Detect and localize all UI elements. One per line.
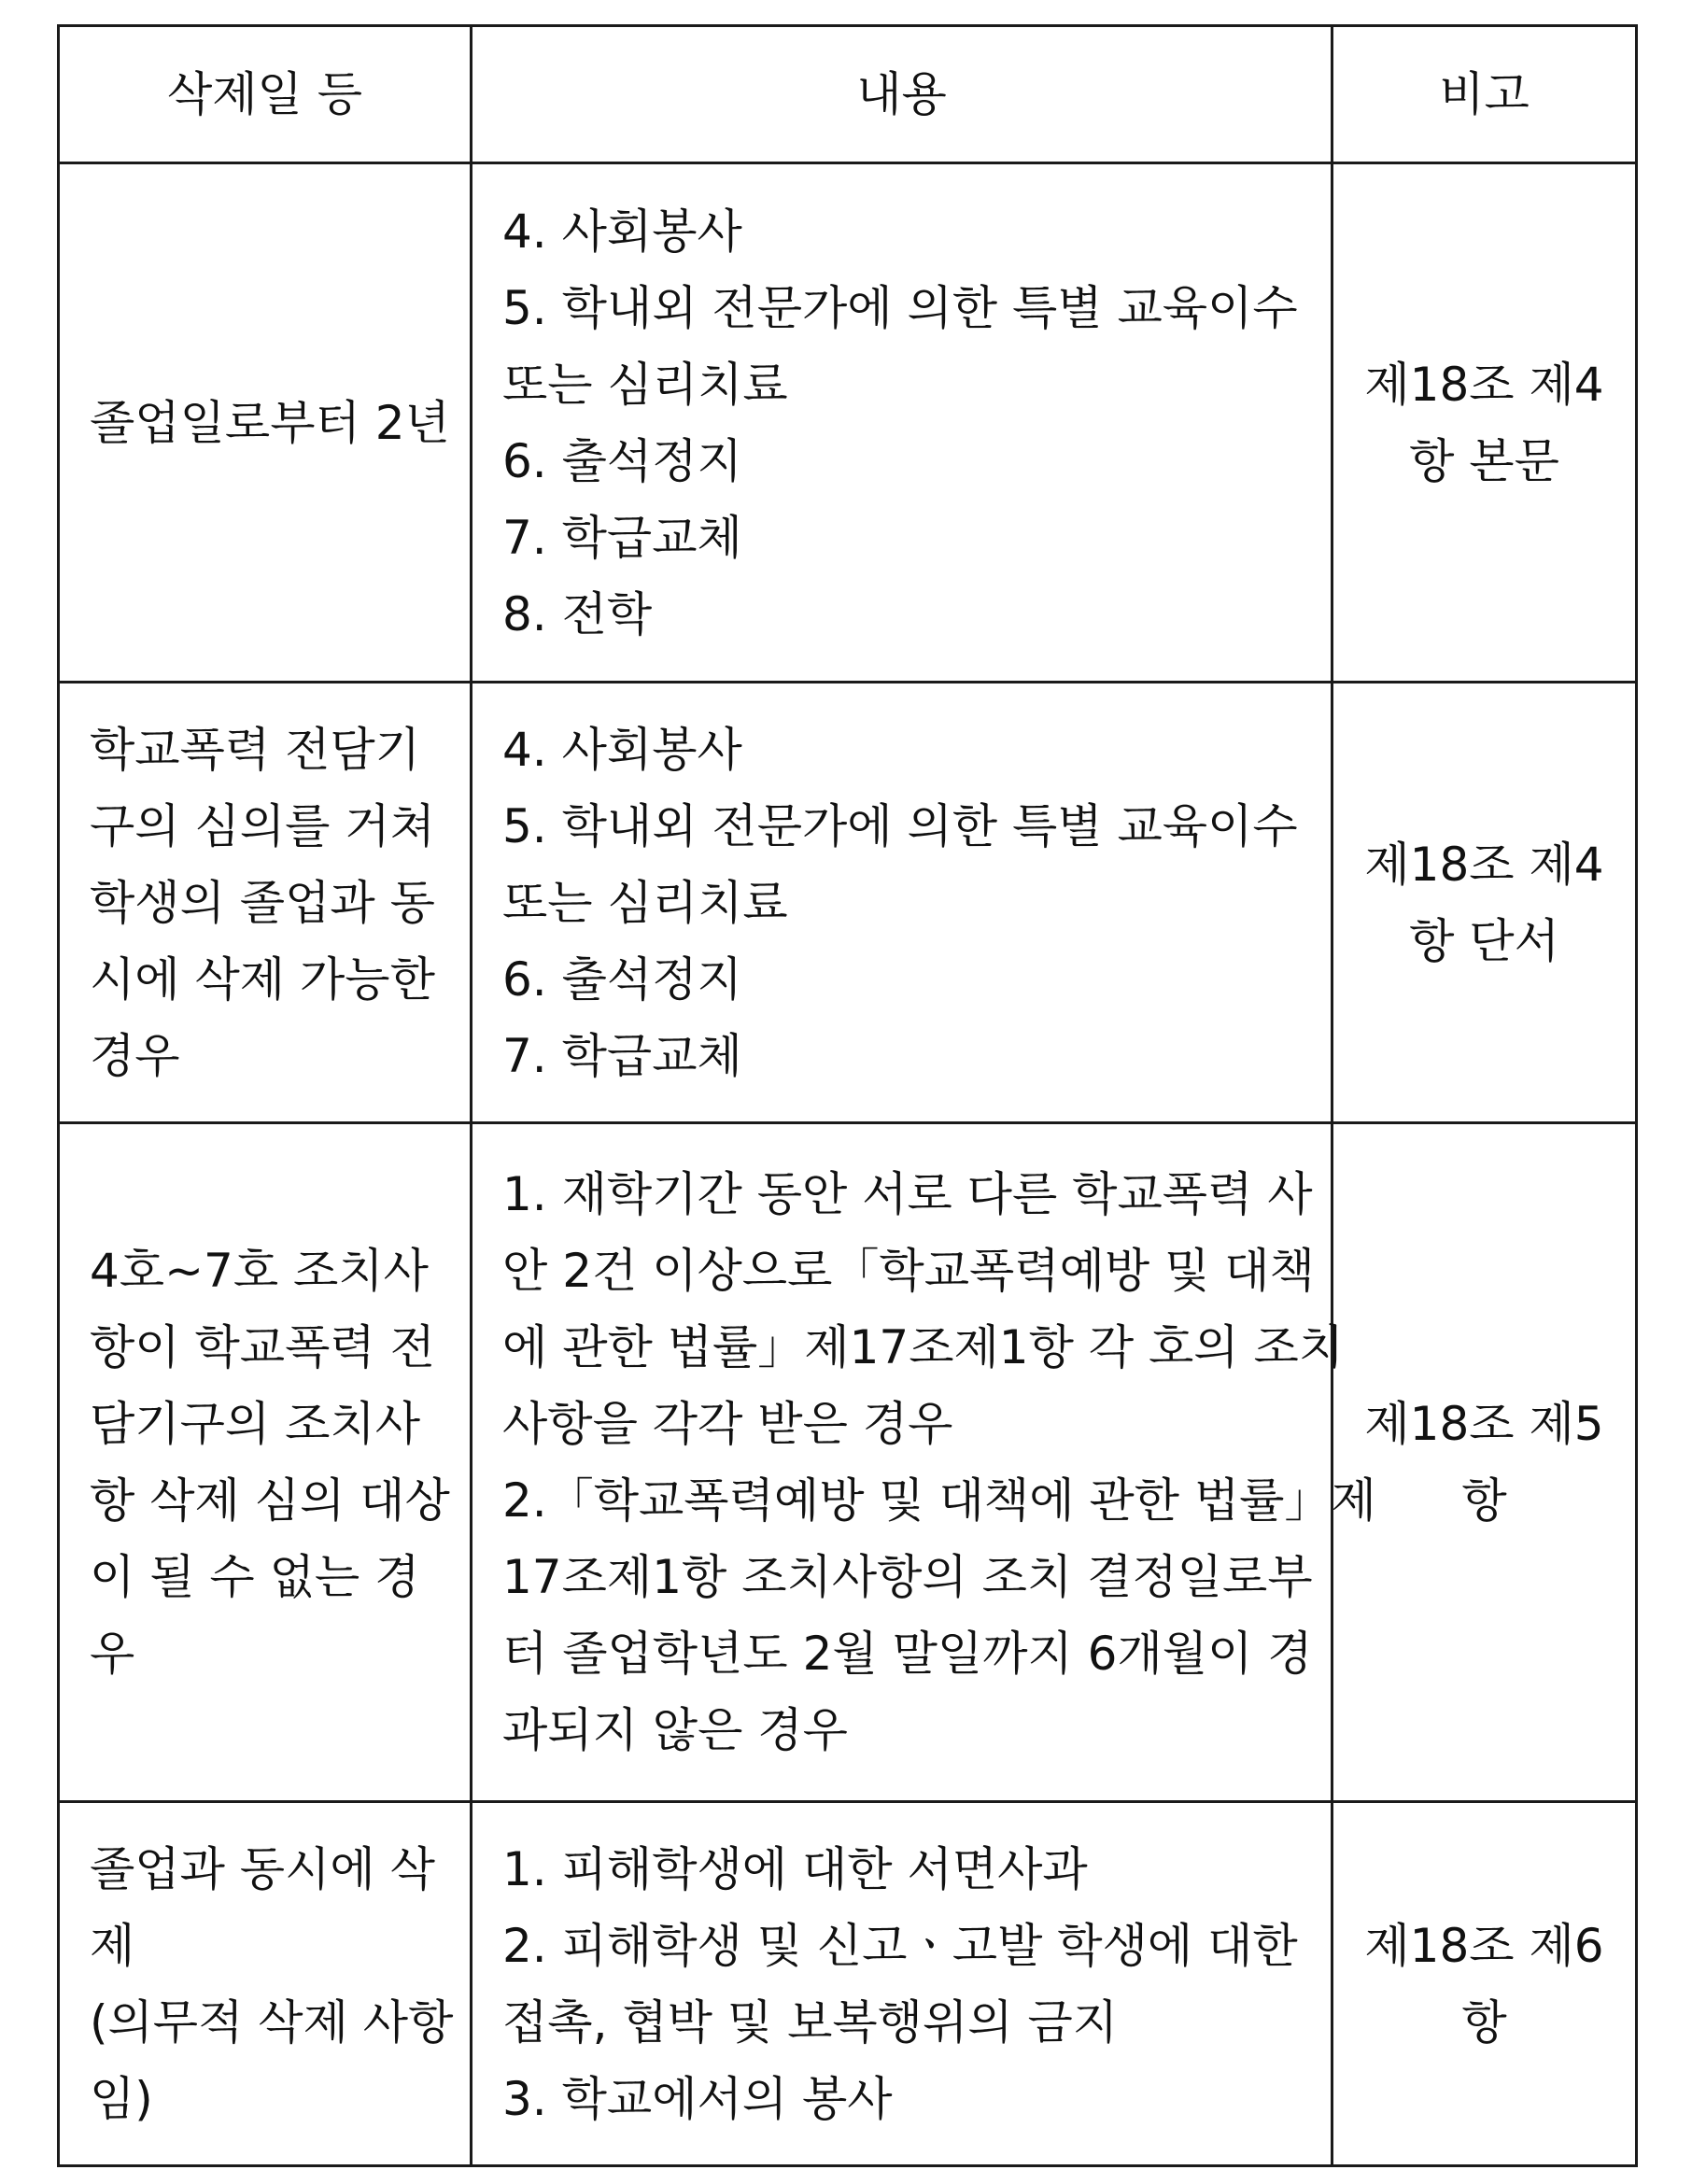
cell-line: 제18조 제5 [1364, 1397, 1604, 1451]
content-cell [472, 1802, 1332, 2166]
cell-line: 제18조 제6 [1364, 1918, 1604, 1973]
cell-line: 1. 재학기간 동안 서로 다른 학교폭력 사 [502, 1167, 1313, 1221]
deletion-date-cell [59, 683, 472, 1123]
content-cell [472, 163, 1332, 683]
deletion-date-cell [59, 163, 472, 683]
cell-line: 1. 피해학생에 대한 서면사과 [502, 1841, 1088, 1896]
cell-line: 4. 사회봉사 [502, 722, 742, 777]
header-deletion-date: 삭제일 등 [59, 26, 472, 163]
cell-line: 항이 학교폭력 전 [90, 1320, 435, 1374]
deletion-date-cell [59, 1123, 472, 1802]
content-cell [472, 1123, 1376, 1802]
cell-line: 항 본문 [1409, 433, 1559, 488]
cell-line: 8. 전학 [502, 586, 653, 641]
remarks-cell [1332, 1802, 1637, 2166]
cell-line: 터 졸업학년도 2월 말일까지 6개월이 경 [502, 1627, 1313, 1681]
cell-line: 또는 심리치료 [502, 357, 788, 412]
cell-line: 2. 피해학생 및 신고ㆍ고발 학생에 대한 [502, 1918, 1298, 1973]
cell-line: 2.「학교폭력예방 및 대책에 관한 법률」제 [502, 1473, 1376, 1528]
cell-line: (의무적 삭제 사항 [90, 1994, 454, 2050]
deletion-date-cell [59, 1802, 472, 2166]
cell-line: 제18조 제4 [1364, 357, 1604, 412]
cell-line: 학교폭력 전담기 [90, 722, 420, 777]
cell-line: 경우 [90, 1028, 180, 1083]
header-remarks: 비고 [1332, 26, 1637, 163]
cell-line: 담기구의 조치사 [90, 1397, 420, 1451]
table-row [59, 1802, 1637, 2166]
cell-line: 항 삭제 심의 대상 [90, 1473, 450, 1528]
cell-line: 5. 학내외 전문가에 의한 특별 교육이수 [502, 280, 1298, 335]
cell-line: 7. 학급교체 [502, 1028, 742, 1083]
table-row [59, 163, 1637, 683]
cell-line: 구의 심의를 거쳐 [90, 798, 435, 853]
cell-line: 학생의 졸업과 동 [90, 875, 435, 930]
cell-line: 제18조 제4 [1364, 837, 1604, 892]
remarks-cell [1332, 163, 1637, 683]
cell-line: 사항을 각각 받은 경우 [502, 1397, 953, 1451]
deletion-criteria-table [57, 24, 1638, 2167]
cell-line: 6. 출석정지 [502, 433, 742, 488]
cell-line: 우 [90, 1627, 135, 1681]
cell-line: 임) [90, 2071, 153, 2126]
cell-line: 4. 사회봉사 [502, 204, 742, 259]
cell-line: 졸업과 동시에 삭 [90, 1841, 435, 1896]
cell-line: 17조제1항 조치사항의 조치 결정일로부 [502, 1550, 1313, 1604]
remarks-cell [1332, 1123, 1637, 1802]
cell-line: 5. 학내외 전문가에 의한 특별 교육이수 [502, 798, 1298, 853]
cell-line: 접촉, 협박 및 보복행위의 금지 [502, 1994, 1119, 2050]
cell-line: 항 [1461, 1994, 1507, 2050]
cell-line: 7. 학급교체 [502, 510, 742, 565]
cell-line: 또는 심리치료 [502, 875, 788, 930]
table-row [59, 683, 1637, 1123]
header-content: 내용 [472, 26, 1332, 163]
table-header-row [59, 26, 1637, 163]
remarks-cell [1332, 683, 1637, 1123]
cell-line: 에 관한 법률」제17조제1항 각 호의 조치 [502, 1320, 1345, 1374]
cell-line: 졸업일로부터 2년 [90, 395, 450, 450]
cell-line: 이 될 수 없는 경 [90, 1550, 420, 1604]
cell-line: 안 2건 이상으로「학교폭력예방 및 대책 [502, 1244, 1315, 1298]
cell-line: 항 [1461, 1473, 1507, 1528]
cell-line: 시에 삭제 가능한 [90, 951, 435, 1007]
cell-line: 4호~7호 조치사 [90, 1244, 429, 1298]
cell-line: 제 [90, 1918, 135, 1973]
cell-line: 항 단서 [1409, 913, 1559, 968]
cell-line: 3. 학교에서의 봉사 [502, 2071, 893, 2126]
content-cell [472, 683, 1332, 1123]
cell-line: 과되지 않은 경우 [502, 1703, 848, 1757]
cell-line: 6. 출석정지 [502, 951, 742, 1007]
table-row [59, 1123, 1637, 1802]
